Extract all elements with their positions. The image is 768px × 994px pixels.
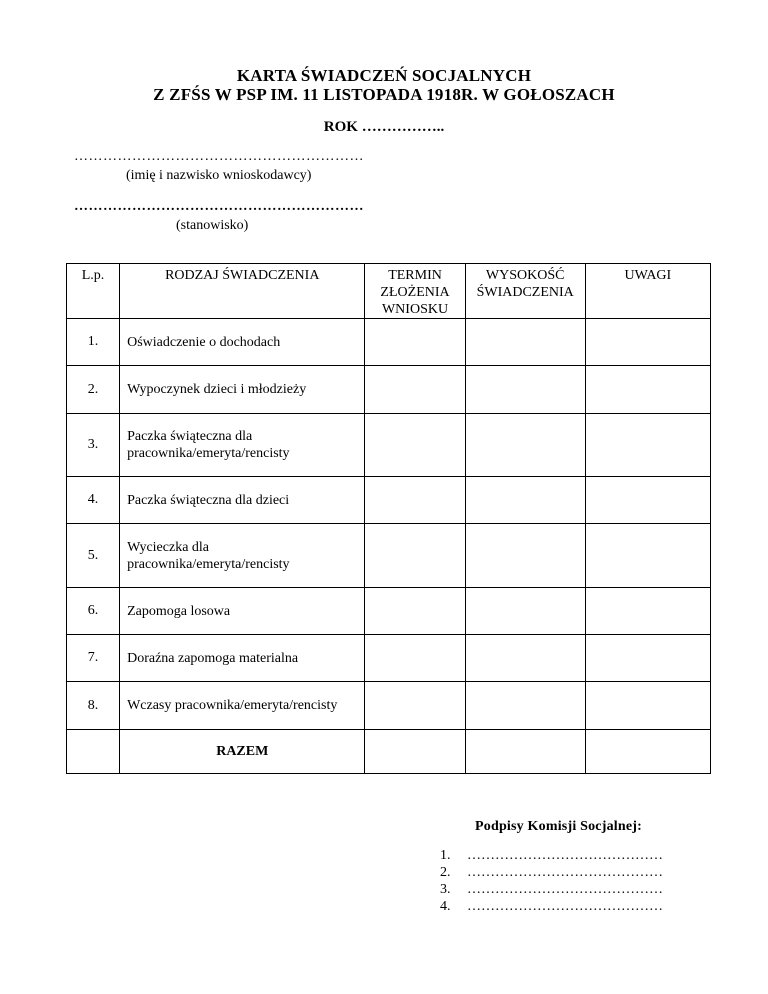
signature-number: 3. bbox=[440, 882, 451, 897]
row-lp: 2. bbox=[67, 366, 120, 414]
header-notes: UWAGI bbox=[585, 264, 710, 319]
signature-field[interactable]: …………………………………… bbox=[467, 865, 663, 880]
row-benefit-name: Paczka świąteczna dla dzieci bbox=[120, 477, 365, 524]
cell-submission-date[interactable] bbox=[365, 477, 465, 524]
row-benefit-name: Doraźna zapomoga materialna bbox=[120, 635, 365, 682]
cell-notes[interactable] bbox=[585, 366, 710, 414]
row-lp: 8. bbox=[67, 682, 120, 730]
signature-line bbox=[440, 864, 663, 881]
total-lp-cell bbox=[67, 730, 120, 774]
row-benefit-name: Paczka świąteczna dla pracownika/emeryta/rencisty bbox=[120, 414, 365, 477]
table-row bbox=[67, 319, 711, 366]
signature-line bbox=[440, 881, 663, 898]
document-title-line-2: Z ZFŚS W PSP IM. 11 LISTOPADA 1918R. W GOŁOSZACH bbox=[153, 85, 615, 104]
row-lp: 3. bbox=[67, 414, 120, 477]
header-submission-date-l3: WNIOSKU bbox=[381, 302, 449, 317]
signature-number: 2. bbox=[440, 865, 451, 880]
cell-notes[interactable] bbox=[585, 319, 710, 366]
cell-submission-date[interactable] bbox=[365, 682, 465, 730]
total-label: RAZEM bbox=[120, 730, 365, 774]
row-lp: 5. bbox=[67, 524, 120, 588]
header-benefit-amount-l2: ŚWIADCZENIA bbox=[476, 285, 574, 300]
document-title-line-1: KARTA ŚWIADCZEŃ SOCJALNYCH bbox=[236, 66, 532, 85]
cell-benefit-amount[interactable] bbox=[465, 414, 585, 477]
total-row bbox=[67, 730, 711, 774]
header-benefit-amount-l1: WYSOKOŚĆ bbox=[485, 268, 565, 283]
table-row bbox=[67, 477, 711, 524]
row-lp: 7. bbox=[67, 635, 120, 682]
table-row bbox=[67, 414, 711, 477]
cell-notes[interactable] bbox=[585, 588, 710, 635]
cell-notes[interactable] bbox=[585, 414, 710, 477]
cell-benefit-amount[interactable] bbox=[465, 524, 585, 588]
signature-field[interactable]: …………………………………… bbox=[467, 882, 663, 897]
total-submission-date[interactable] bbox=[365, 730, 465, 774]
row-benefit-name: Oświadczenie o dochodach bbox=[120, 319, 365, 366]
position-caption: (stanowisko) bbox=[176, 218, 249, 233]
row-lp: 6. bbox=[67, 588, 120, 635]
row-benefit-name: Zapomoga losowa bbox=[120, 588, 365, 635]
cell-benefit-amount[interactable] bbox=[465, 588, 585, 635]
header-lp: L.p. bbox=[67, 264, 120, 319]
cell-benefit-amount[interactable] bbox=[465, 477, 585, 524]
row-benefit-name: Wypoczynek dzieci i młodzieży bbox=[120, 366, 365, 414]
cell-benefit-amount[interactable] bbox=[465, 682, 585, 730]
header-benefit-type: RODZAJ ŚWIADCZENIA bbox=[120, 264, 365, 319]
header-submission-date-l1: TERMIN bbox=[388, 268, 442, 283]
cell-submission-date[interactable] bbox=[365, 366, 465, 414]
signature-number: 4. bbox=[440, 899, 451, 914]
row-lp: 4. bbox=[67, 477, 120, 524]
signature-field[interactable]: …………………………………… bbox=[467, 899, 663, 914]
cell-submission-date[interactable] bbox=[365, 414, 465, 477]
table-header-row bbox=[67, 264, 711, 319]
cell-notes[interactable] bbox=[585, 477, 710, 524]
table-row bbox=[67, 588, 711, 635]
header-submission-date-l2: ZŁOŻENIA bbox=[380, 285, 450, 300]
cell-submission-date[interactable] bbox=[365, 319, 465, 366]
signatures-title: Podpisy Komisji Socjalnej: bbox=[475, 819, 642, 834]
position-field: …………………………………………………… bbox=[74, 199, 364, 214]
cell-notes[interactable] bbox=[585, 635, 710, 682]
cell-benefit-amount[interactable] bbox=[465, 366, 585, 414]
applicant-name-caption: (imię i nazwisko wnioskodawcy) bbox=[126, 168, 312, 183]
signature-number: 1. bbox=[440, 848, 451, 863]
row-benefit-name: Wczasy pracownika/emeryta/rencisty bbox=[120, 682, 365, 730]
applicant-name-field: …………………………………………………… bbox=[74, 149, 364, 164]
cell-submission-date[interactable] bbox=[365, 635, 465, 682]
cell-submission-date[interactable] bbox=[365, 524, 465, 588]
cell-benefit-amount[interactable] bbox=[465, 319, 585, 366]
cell-notes[interactable] bbox=[585, 682, 710, 730]
row-lp: 1. bbox=[67, 319, 120, 366]
total-notes[interactable] bbox=[585, 730, 710, 774]
table-row bbox=[67, 682, 711, 730]
signature-line bbox=[440, 898, 663, 915]
cell-submission-date[interactable] bbox=[365, 588, 465, 635]
header-submission-date bbox=[365, 264, 465, 319]
row-benefit-name: Wycieczka dla pracownika/emeryta/rencisty bbox=[120, 524, 365, 588]
table-row bbox=[67, 366, 711, 414]
signature-line bbox=[440, 847, 663, 864]
cell-notes[interactable] bbox=[585, 524, 710, 588]
signatures-list bbox=[440, 847, 663, 915]
total-benefit-amount[interactable] bbox=[465, 730, 585, 774]
signature-field[interactable]: …………………………………… bbox=[467, 848, 663, 863]
cell-benefit-amount[interactable] bbox=[465, 635, 585, 682]
year-field: ROK …………….. bbox=[323, 119, 445, 135]
header-benefit-amount bbox=[465, 264, 585, 319]
table-row bbox=[67, 635, 711, 682]
benefits-table bbox=[66, 263, 711, 774]
table-row bbox=[67, 524, 711, 588]
